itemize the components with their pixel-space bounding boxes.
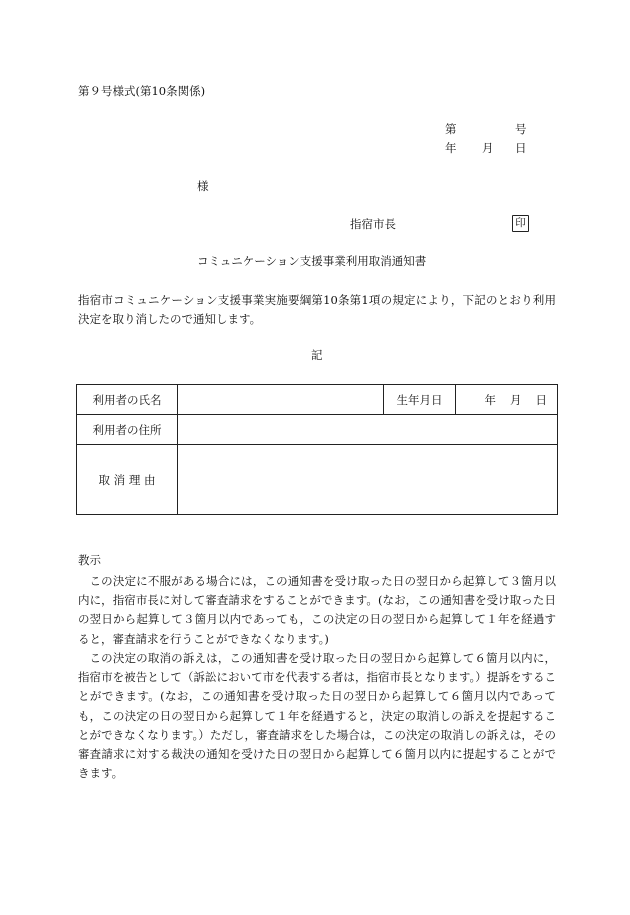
doc-number-prefix: 第 bbox=[445, 122, 457, 136]
ki-heading: 記 bbox=[311, 348, 323, 362]
date-day: 日 bbox=[515, 141, 527, 155]
birth-day: 日 bbox=[535, 392, 547, 407]
form-number: 第９号様式(第10条関係) bbox=[78, 84, 206, 98]
date-month: 月 bbox=[482, 141, 494, 155]
doc-number-suffix: 号 bbox=[515, 122, 527, 136]
table-row bbox=[77, 445, 558, 515]
date-year: 年 bbox=[445, 141, 457, 155]
reason-label: 取 消 理 由 bbox=[77, 445, 178, 515]
name-label: 利用者の氏名 bbox=[77, 385, 178, 415]
table-row bbox=[77, 385, 558, 415]
user-info-table bbox=[76, 384, 558, 515]
birthdate-label: 生年月日 bbox=[384, 385, 456, 415]
reason-value bbox=[178, 445, 558, 515]
sender-name: 指宿市長 bbox=[350, 217, 396, 231]
instruction-paragraph-1: この決定に不服がある場合には，この通知書を受け取った日の翌日から起算して３箇月以内に，指宿市長に対して審査請求をすることができます。(なお，この通知書を受け取った日の翌日から起算して３箇月以内であっても，この決定の日の翌日から起算して１年を経過すると，審査請求を行うことができなくなります。) bbox=[78, 574, 556, 646]
name-value bbox=[178, 385, 384, 415]
instruction-paragraph-2: この決定の取消の訴えは，この通知書を受け取った日の翌日から起算して６箇月以内に，指宿市を被告として（訴訟において市を代表する者は，指宿市長となります。）提訴をすることができます。(なお，この通知書を受け取った日の翌日から起算して６箇月以内であっても，この決定の日の翌日から起算して１年を経過すると，決定の取消しの訴えを提起することができなくなります。）ただし，審査請求をした場合は，この決定の取消しの訴えは，その審査請求に対する裁決の通知を受けた日の翌日から起算して６箇月以内に提起することができます。 bbox=[78, 651, 556, 781]
address-value bbox=[178, 415, 558, 445]
address-label: 利用者の住所 bbox=[77, 415, 178, 445]
instruction-heading: 教示 bbox=[78, 553, 101, 567]
addressee-suffix: 様 bbox=[197, 179, 209, 193]
birth-month: 月 bbox=[510, 392, 522, 407]
table-row bbox=[77, 415, 558, 445]
birthdate-value bbox=[456, 385, 558, 415]
document-title: コミュニケーション支援事業利用取消通知書 bbox=[197, 254, 427, 268]
seal-mark: 印 bbox=[512, 215, 529, 232]
notice-body: 指宿市コミュニケーション支援事業実施要綱第10条第1項の規定により，下記のとおり利用決定を取り消したので通知します。 bbox=[78, 293, 556, 326]
birth-year: 年 bbox=[484, 392, 496, 407]
